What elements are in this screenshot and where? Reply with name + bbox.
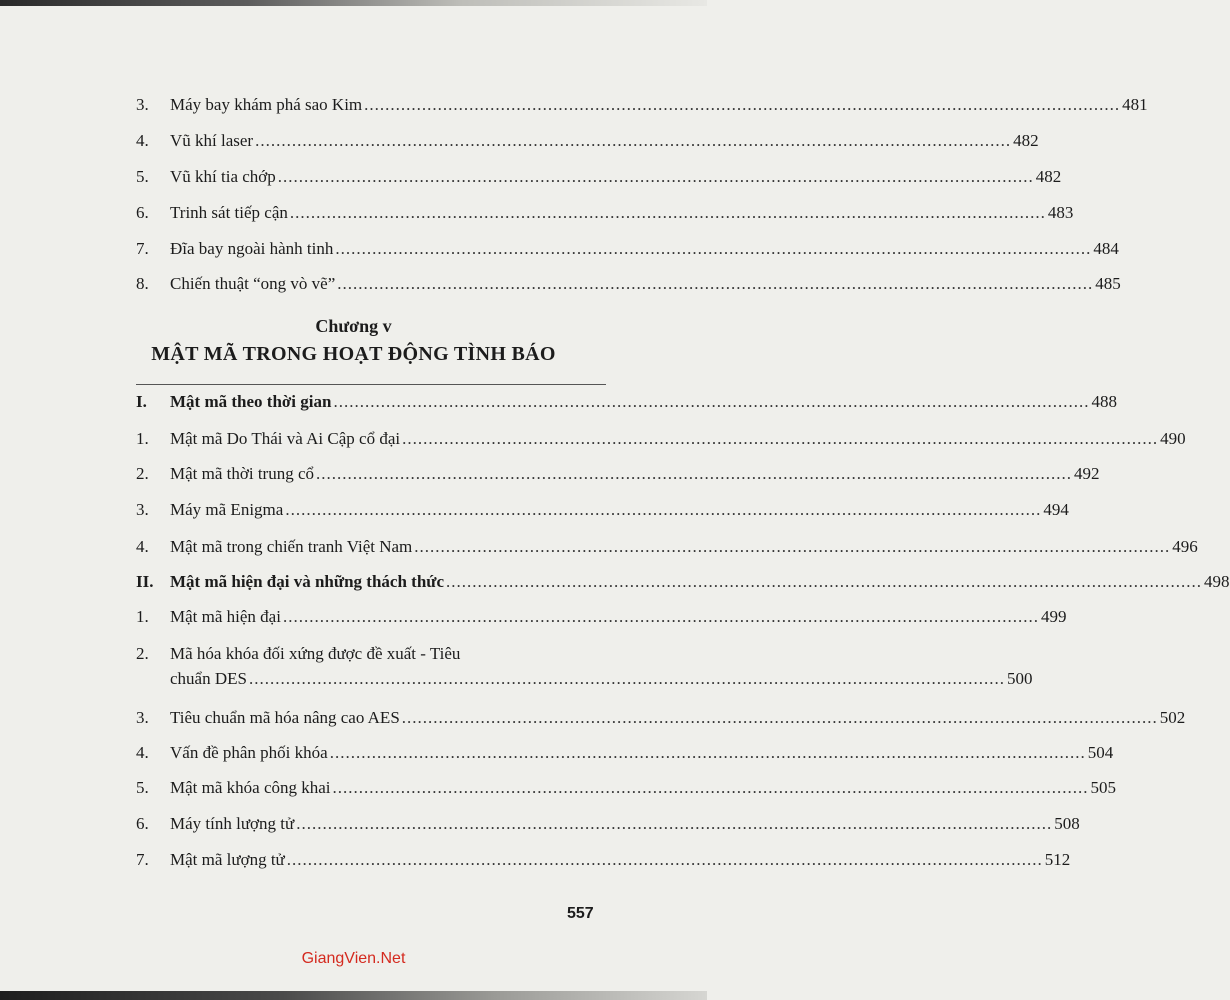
section-page: 488 [1091, 392, 1117, 411]
entry-page: 482 [1013, 131, 1039, 150]
dot-leader [335, 238, 1091, 260]
entry-page: 484 [1093, 239, 1119, 258]
dot-leader [296, 813, 1052, 835]
entry-page: 483 [1047, 203, 1074, 222]
entry-page: 504 [1087, 743, 1114, 762]
chapter-title: MẬT MÃ TRONG HOẠT ĐỘNG TÌNH BÁO [151, 343, 556, 365]
entry-number: 6. [136, 814, 149, 833]
dot-leader [333, 391, 1089, 413]
entry-number: 3. [136, 708, 149, 727]
scan-edge-top [0, 0, 707, 6]
entry-page: 502 [1159, 708, 1186, 727]
dot-leader [402, 707, 1158, 729]
entry-number: 4. [136, 131, 149, 150]
toc-entry [136, 166, 1062, 188]
entry-title: Mật mã lượng tử [170, 850, 285, 869]
toc-entry [136, 707, 1186, 729]
entry-title: Mật mã khóa công khai [170, 778, 331, 797]
dot-leader [364, 94, 1120, 116]
entry-title: Máy bay khám phá sao Kim [170, 95, 363, 114]
entry-title: Trinh sát tiếp cận [170, 203, 288, 222]
entry-number: 7. [136, 850, 149, 869]
toc-entry [136, 742, 1114, 764]
section-number: II. [136, 572, 154, 591]
scan-edge-bottom [0, 991, 707, 1000]
entry-title: Vũ khí tia chớp [170, 167, 276, 186]
toc-entry [136, 643, 1033, 693]
entry-title: Chiến thuật “ong vò vẽ” [170, 274, 336, 293]
entry-page: 496 [1172, 537, 1198, 556]
toc-entry [136, 463, 1100, 485]
entry-number: 2. [136, 464, 149, 483]
dot-leader [414, 536, 1170, 558]
entry-number: 1. [136, 607, 149, 626]
entry-title: Mật mã trong chiến tranh Việt Nam [170, 537, 413, 556]
dot-leader [446, 571, 1202, 593]
dot-leader [316, 463, 1072, 485]
entry-page: 485 [1095, 274, 1121, 293]
entry-number: 5. [136, 778, 149, 797]
entry-page: 490 [1160, 429, 1186, 448]
toc-entry [136, 428, 1186, 450]
entry-number: 5. [136, 167, 149, 186]
entry-page: 482 [1035, 167, 1062, 186]
toc-entry [136, 273, 1121, 295]
entry-title: Mật mã thời trung cổ [170, 464, 315, 483]
entry-page: 505 [1090, 778, 1117, 797]
entry-number: 8. [136, 274, 149, 293]
entry-title-line2: chuẩn DES [170, 669, 247, 688]
entry-page: 494 [1043, 500, 1069, 519]
entry-page: 508 [1054, 814, 1080, 833]
toc-entry [136, 606, 1067, 628]
entry-title-line1: Mã hóa khóa đối xứng được đề xuất - Tiêu [170, 644, 461, 663]
dot-leader [402, 428, 1158, 450]
entry-number: 3. [136, 95, 149, 114]
section-title: Mật mã theo thời gian [170, 392, 332, 411]
page-number: 557 [567, 905, 594, 922]
entry-number: 4. [136, 537, 149, 556]
section-title: Mật mã hiện đại và những thách thức [170, 572, 445, 591]
entry-number: 4. [136, 743, 149, 762]
toc-entry [136, 536, 1198, 558]
entry-number: 6. [136, 203, 149, 222]
toc-entry [136, 499, 1069, 521]
entry-title: Vũ khí laser [170, 131, 254, 150]
dot-leader [283, 606, 1039, 628]
entry-title: Đĩa bay ngoài hành tinh [170, 239, 334, 258]
section-number: I. [136, 392, 147, 411]
dot-leader [333, 777, 1089, 799]
dot-leader [278, 166, 1034, 188]
dot-leader [249, 668, 1005, 690]
entry-number: 2. [136, 644, 149, 663]
entry-title: Tiêu chuẩn mã hóa nâng cao AES [170, 708, 400, 727]
dot-leader [337, 273, 1093, 295]
entry-page: 481 [1122, 95, 1148, 114]
entry-number: 1. [136, 429, 149, 448]
entry-title: Vấn đề phân phối khóa [170, 743, 328, 762]
dot-leader [255, 130, 1011, 152]
entry-title: Mật mã hiện đại [170, 607, 281, 626]
dot-leader [290, 202, 1046, 224]
toc-entry [136, 777, 1117, 799]
entry-title: Mật mã Do Thái và Ai Cập cổ đại [170, 429, 401, 448]
toc-section-heading [136, 391, 1117, 413]
toc-entry [136, 849, 1071, 871]
toc-entry [136, 130, 1039, 152]
dot-leader [287, 849, 1043, 871]
chapter-number: Chương v [315, 316, 392, 336]
toc-entry [136, 238, 1119, 260]
entry-page: 499 [1040, 607, 1067, 626]
entry-page: 512 [1044, 850, 1071, 869]
entry-title: Máy tính lượng tử [170, 814, 295, 833]
toc-section-heading [136, 571, 1230, 593]
dot-leader [285, 499, 1041, 521]
entry-title-block [170, 643, 1032, 690]
toc-entry [136, 202, 1074, 224]
entry-number: 3. [136, 500, 149, 519]
entry-page: 492 [1074, 464, 1100, 483]
toc-entry [136, 813, 1080, 835]
divider-rule [136, 384, 606, 385]
dot-leader [330, 742, 1086, 764]
entry-number: 7. [136, 239, 149, 258]
watermark-text: GiangVien.Net [301, 950, 406, 967]
entry-title: Máy mã Enigma [170, 500, 284, 519]
toc-entry [136, 94, 1148, 116]
section-page: 498 [1204, 572, 1230, 591]
entry-page: 500 [1006, 669, 1033, 688]
entry-title-line2-row [170, 668, 1032, 690]
